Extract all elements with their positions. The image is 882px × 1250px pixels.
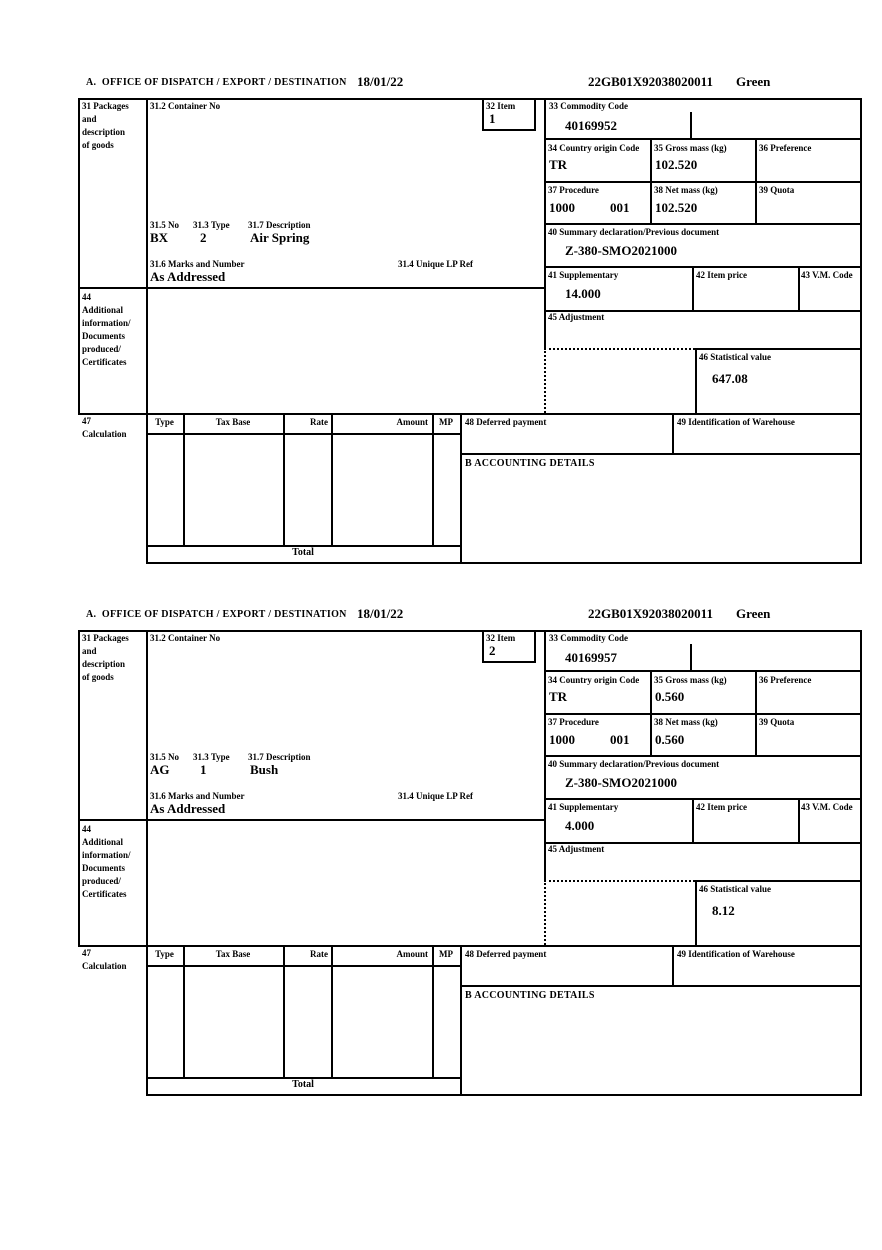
summary-declaration-value: Z-380-SMO2021000	[565, 243, 677, 258]
package-description-label: 31.7 Description	[248, 752, 311, 762]
vm-code-label: 43 V.M. Code	[801, 270, 853, 280]
commodity-code-label: 33 Commodity Code	[549, 633, 628, 643]
header-routing-status: Green	[736, 606, 771, 621]
commodity-code-divider	[690, 644, 692, 670]
calculation-label-line2: Calculation	[82, 961, 127, 971]
statistical-value: 647.08	[712, 371, 748, 386]
adjustment-left-dotted-border	[544, 348, 546, 413]
gross-mass-value: 0.560	[655, 689, 685, 704]
calc-col-taxbase-header: Tax Base	[215, 949, 251, 959]
procedure-label: 37 Procedure	[548, 717, 599, 727]
item-label: 32 Item	[486, 101, 516, 111]
packages-bottom-border	[78, 819, 544, 821]
unique-lp-ref-label: 31.4 Unique LP Ref	[398, 259, 474, 269]
gross-mass-label: 35 Gross mass (kg)	[654, 143, 727, 153]
outer-top-border	[78, 630, 862, 632]
adjustment-left-dotted-border	[544, 880, 546, 945]
header-date: 18/01/22	[357, 74, 404, 89]
supplementary-label: 41 Supplementary	[548, 270, 619, 280]
outer-left-border	[78, 630, 80, 945]
country-origin-label: 34 Country origin Code	[548, 675, 640, 685]
additional-label-line4: Documents	[82, 331, 125, 341]
calc-header-underline	[146, 965, 460, 967]
package-no-value: BX	[150, 230, 169, 245]
additional-label-line3: information/	[82, 318, 131, 328]
packages-label-line1: 31 Packages	[82, 633, 129, 643]
statistical-left-border	[695, 880, 697, 945]
marks-label: 31.6 Marks and Number	[150, 791, 245, 801]
outer-right-border	[860, 98, 862, 564]
origin-grossmass-divider	[650, 138, 652, 223]
itemprice-vmcode-divider	[798, 798, 800, 842]
additional-label-line6: Certificates	[82, 357, 127, 367]
gross-mass-value: 102.520	[655, 157, 698, 172]
origin-grossmass-divider	[650, 670, 652, 755]
procedure-ext-value: 001	[610, 200, 630, 215]
deferred-row-bottom-border	[460, 453, 862, 455]
package-no-label: 31.5 No	[150, 752, 179, 762]
item-number-value: 2	[489, 643, 496, 658]
header-routing-status: Green	[736, 74, 771, 89]
calc-col-rate-header: Rate	[310, 949, 328, 959]
commodity-code-value: 40169952	[565, 118, 617, 133]
summary-declaration-label: 40 Summary declaration/Previous document	[548, 759, 720, 769]
net-mass-value: 102.520	[655, 200, 698, 215]
item-price-label: 42 Item price	[696, 802, 747, 812]
adjustment-bottom-dotted-border	[544, 880, 695, 882]
customs-declaration-copy	[0, 0, 882, 570]
package-type-label: 31.3 Type	[193, 752, 230, 762]
country-origin-label: 34 Country origin Code	[548, 143, 640, 153]
additional-label-line1: 44	[82, 824, 91, 834]
deferred-warehouse-divider	[672, 413, 674, 453]
country-origin-value: TR	[549, 157, 568, 172]
package-type-label: 31.3 Type	[193, 220, 230, 230]
calc-col-amount-header: Amount	[396, 949, 428, 959]
commodity-code-divider	[690, 112, 692, 138]
packages-label-line2: and	[82, 114, 97, 124]
calc-header-underline	[146, 433, 460, 435]
outer-right-border	[860, 630, 862, 1096]
itemprice-vmcode-divider	[798, 266, 800, 310]
calculation-top-border	[78, 413, 862, 415]
origin-row-border	[544, 713, 862, 715]
supplementary-value: 4.000	[565, 818, 595, 833]
calculation-label-line2: Calculation	[82, 429, 127, 439]
grossmass-preference-divider	[755, 138, 757, 223]
packages-label-line3: description	[82, 127, 126, 137]
additional-label-line5: produced/	[82, 876, 121, 886]
commodity-row-border	[544, 138, 862, 140]
calc-col-type-header: Type	[155, 949, 174, 959]
packages-label-line2: and	[82, 646, 97, 656]
adjustment-label: 45 Adjustment	[548, 844, 605, 854]
warehouse-label: 49 Identification of Warehouse	[677, 417, 795, 427]
deferred-payment-label: 48 Deferred payment	[465, 417, 547, 427]
statistical-top-border	[695, 880, 862, 882]
preference-label: 36 Preference	[759, 143, 812, 153]
procedure-value: 1000	[549, 732, 575, 747]
additional-label-line3: information/	[82, 850, 131, 860]
total-label: Total	[292, 1079, 314, 1090]
office-of-dispatch-label: A. OFFICE OF DISPATCH / EXPORT / DESTINATION	[86, 77, 347, 88]
preference-label: 36 Preference	[759, 675, 812, 685]
packages-label-line1: 31 Packages	[82, 101, 129, 111]
deferred-row-bottom-border	[460, 985, 862, 987]
additional-label-line1: 44	[82, 292, 91, 302]
marks-value: As Addressed	[150, 269, 226, 284]
packages-label-line4: of goods	[82, 140, 114, 150]
additional-label-line4: Documents	[82, 863, 125, 873]
vm-code-label: 43 V.M. Code	[801, 802, 853, 812]
calc-col-taxbase-header: Tax Base	[215, 417, 251, 427]
package-description-label: 31.7 Description	[248, 220, 311, 230]
packages-label-line4: of goods	[82, 672, 114, 682]
country-origin-value: TR	[549, 689, 568, 704]
office-of-dispatch-label: A. OFFICE OF DISPATCH / EXPORT / DESTINATION	[86, 609, 347, 620]
label-column-divider	[146, 98, 148, 564]
outer-top-border	[78, 98, 862, 100]
statistical-value-label: 46 Statistical value	[699, 884, 771, 894]
outer-bottom-border	[146, 1094, 862, 1096]
label-column-divider	[146, 630, 148, 1096]
additional-label-line2: Additional	[82, 837, 124, 847]
header-reference: 22GB01X92038020011	[588, 606, 713, 621]
statistical-left-border	[695, 348, 697, 413]
calculation-label-line1: 47	[82, 948, 91, 958]
header-date: 18/01/22	[357, 606, 404, 621]
packages-bottom-border	[78, 287, 544, 289]
origin-row-border	[544, 181, 862, 183]
net-mass-label: 38 Net mass (kg)	[654, 185, 718, 195]
procedure-row-border	[544, 223, 862, 225]
summary-row-border	[544, 798, 862, 800]
net-mass-value: 0.560	[655, 732, 685, 747]
summary-declaration-value: Z-380-SMO2021000	[565, 775, 677, 790]
adjustment-bottom-dotted-border	[544, 348, 695, 350]
calc-col-rate-header: Rate	[310, 417, 328, 427]
grossmass-preference-divider	[755, 670, 757, 755]
supplementary-itemprice-divider	[692, 266, 694, 310]
supplementary-value: 14.000	[565, 286, 601, 301]
calc-col-amount-header: Amount	[396, 417, 428, 427]
header-reference: 22GB01X92038020011	[588, 74, 713, 89]
net-mass-label: 38 Net mass (kg)	[654, 717, 718, 727]
unique-lp-ref-label: 31.4 Unique LP Ref	[398, 791, 474, 801]
package-description-value: Bush	[250, 762, 279, 777]
package-type-value: 1	[200, 762, 207, 777]
marks-value: As Addressed	[150, 801, 226, 816]
summary-declaration-label: 40 Summary declaration/Previous document	[548, 227, 720, 237]
item-label: 32 Item	[486, 633, 516, 643]
container-no-label: 31.2 Container No	[150, 633, 221, 643]
item-number-value: 1	[489, 111, 496, 126]
procedure-row-border	[544, 755, 862, 757]
total-label: Total	[292, 547, 314, 558]
accounting-details-label: B ACCOUNTING DETAILS	[465, 458, 595, 469]
accounting-details-label: B ACCOUNTING DETAILS	[465, 990, 595, 1001]
additional-label-line2: Additional	[82, 305, 124, 315]
package-type-value: 2	[200, 230, 207, 245]
container-no-label: 31.2 Container No	[150, 101, 221, 111]
deferred-warehouse-divider	[672, 945, 674, 985]
statistical-top-border	[695, 348, 862, 350]
commodity-code-label: 33 Commodity Code	[549, 101, 628, 111]
commodity-code-value: 40169957	[565, 650, 617, 665]
package-no-label: 31.5 No	[150, 220, 179, 230]
calc-col-type-header: Type	[155, 417, 174, 427]
commodity-row-border	[544, 670, 862, 672]
procedure-label: 37 Procedure	[548, 185, 599, 195]
marks-label: 31.6 Marks and Number	[150, 259, 245, 269]
statistical-value-label: 46 Statistical value	[699, 352, 771, 362]
customs-declaration-copy	[0, 532, 882, 1102]
additional-label-line5: produced/	[82, 344, 121, 354]
supplementary-label: 41 Supplementary	[548, 802, 619, 812]
statistical-value: 8.12	[712, 903, 735, 918]
calculation-label-line1: 47	[82, 416, 91, 426]
gross-mass-label: 35 Gross mass (kg)	[654, 675, 727, 685]
quota-label: 39 Quota	[759, 717, 795, 727]
supplementary-itemprice-divider	[692, 798, 694, 842]
package-no-value: AG	[150, 762, 170, 777]
packages-label-line3: description	[82, 659, 126, 669]
warehouse-label: 49 Identification of Warehouse	[677, 949, 795, 959]
item-price-label: 42 Item price	[696, 270, 747, 280]
deferred-payment-label: 48 Deferred payment	[465, 949, 547, 959]
procedure-ext-value: 001	[610, 732, 630, 747]
calculation-top-border	[78, 945, 862, 947]
procedure-value: 1000	[549, 200, 575, 215]
calc-accounting-divider	[460, 945, 462, 1096]
outer-left-border	[78, 98, 80, 413]
summary-row-border	[544, 266, 862, 268]
adjustment-label: 45 Adjustment	[548, 312, 605, 322]
calc-col-mp-header: MP	[439, 417, 453, 427]
calc-col-mp-header: MP	[439, 949, 453, 959]
quota-label: 39 Quota	[759, 185, 795, 195]
additional-label-line6: Certificates	[82, 889, 127, 899]
package-description-value: Air Spring	[250, 230, 310, 245]
